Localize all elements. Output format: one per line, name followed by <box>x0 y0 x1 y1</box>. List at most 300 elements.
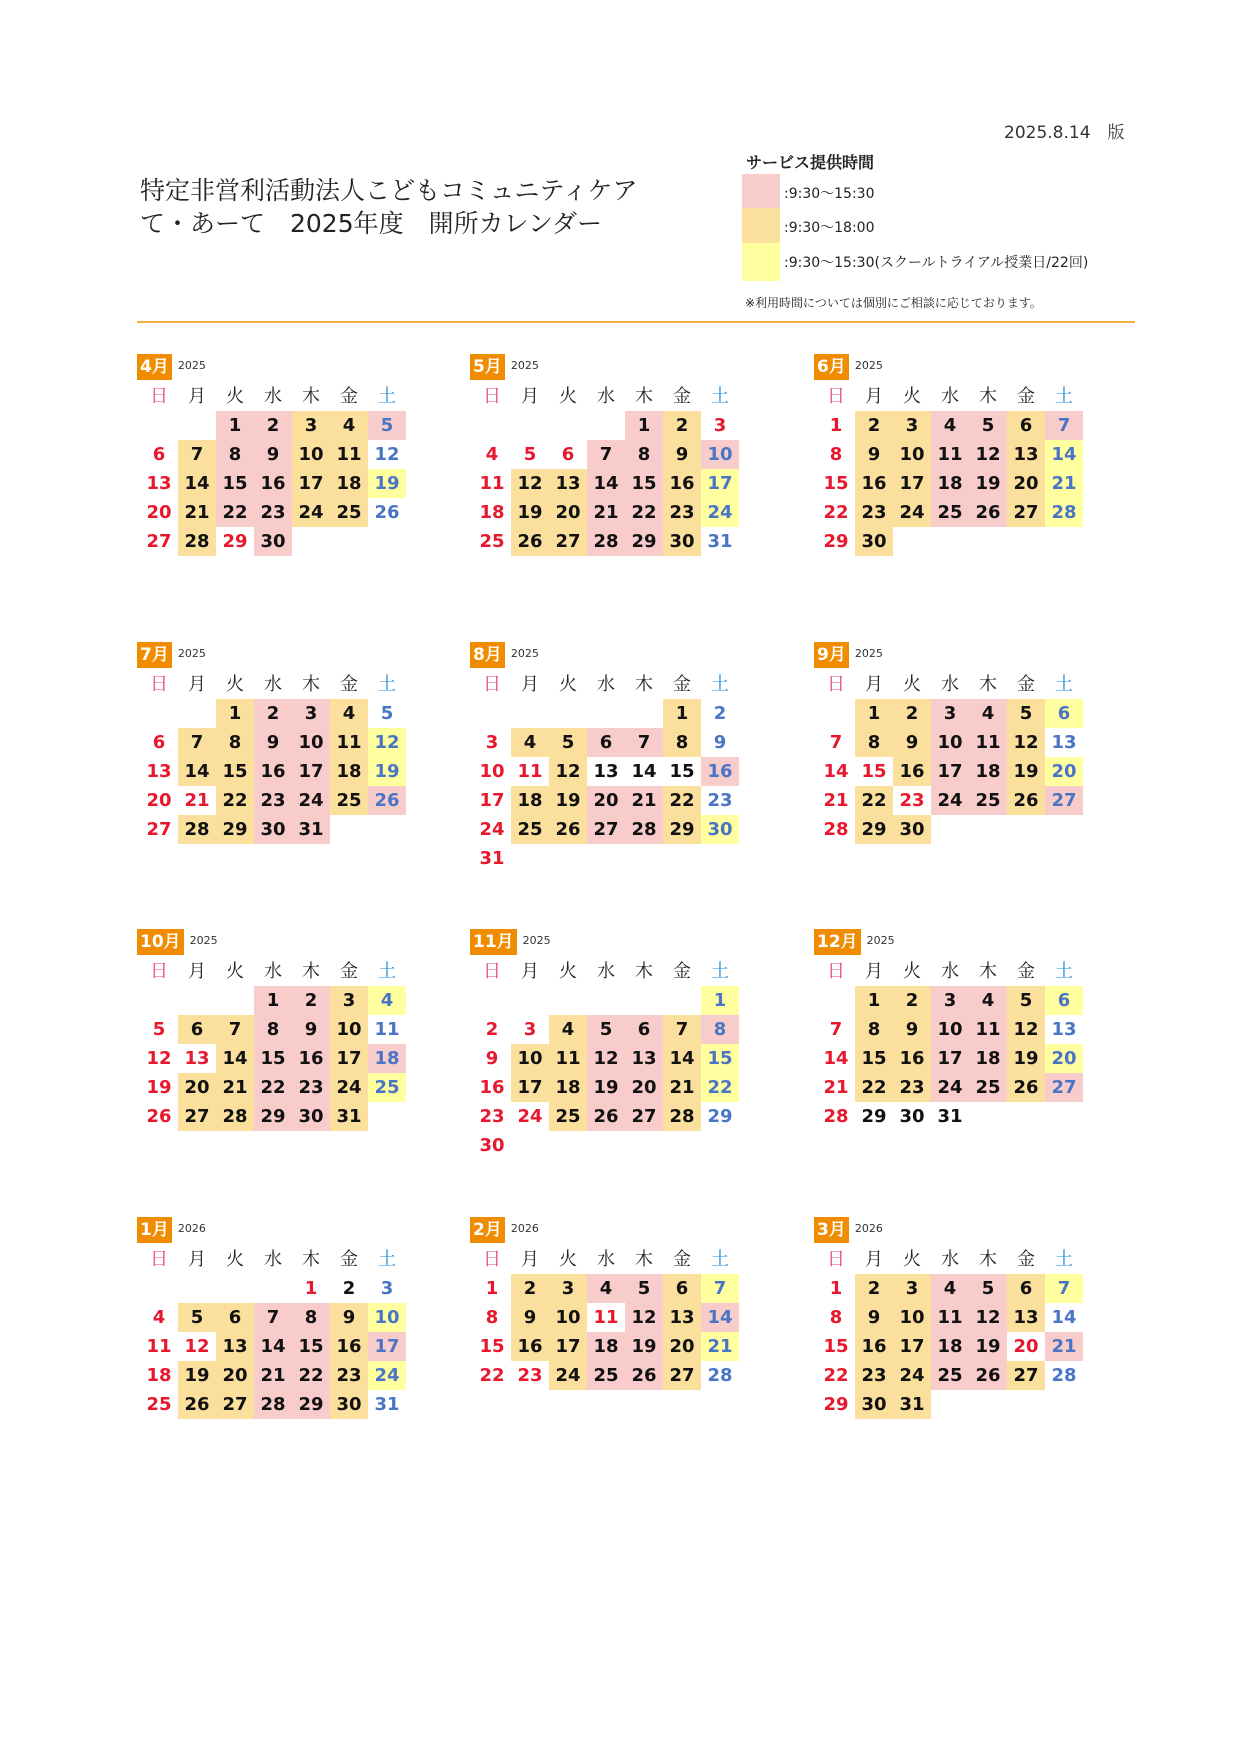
weekday-header-row <box>140 384 406 410</box>
weekday-label: 日 <box>483 674 501 695</box>
day-cell: 16 <box>254 757 292 786</box>
day-cell: 4 <box>587 1274 625 1303</box>
day-cell: 5 <box>152 1019 166 1040</box>
day-cell: 12 <box>511 469 549 498</box>
empty-day-cell <box>549 986 587 1015</box>
day-cell: 3 <box>549 1274 587 1303</box>
weekday-label: 金 <box>673 674 691 695</box>
day-cell: 11 <box>479 473 505 494</box>
day-cell: 30 <box>254 815 292 844</box>
weekday-header-row <box>140 672 406 698</box>
day-cell: 11 <box>330 728 368 757</box>
week-list <box>473 699 739 873</box>
month-label: 8月 <box>470 642 505 668</box>
week-list <box>817 1274 1083 1419</box>
day-cell: 1 <box>304 1278 318 1299</box>
weekday-label: 土 <box>1055 674 1073 695</box>
day-cell: 31 <box>937 1106 963 1127</box>
week-row <box>817 1073 1083 1102</box>
weekday-label: 木 <box>979 961 997 982</box>
weekday-label: 水 <box>941 961 959 982</box>
weekday-label: 月 <box>188 961 206 982</box>
empty-day-cell <box>178 986 216 1015</box>
week-row <box>473 986 739 1015</box>
weekday-label: 木 <box>635 386 653 407</box>
weekday-label: 月 <box>521 1249 539 1270</box>
day-cell: 4 <box>931 1274 969 1303</box>
day-cell: 5 <box>587 1015 625 1044</box>
day-cell: 6 <box>1007 411 1045 440</box>
day-cell: 20 <box>1045 757 1083 786</box>
week-row <box>817 1332 1083 1361</box>
day-cell: 11 <box>931 440 969 469</box>
month-label: 7月 <box>137 642 172 668</box>
day-cell: 26 <box>549 815 587 844</box>
day-cell: 28 <box>823 819 849 840</box>
day-cell: 12 <box>969 1303 1007 1332</box>
legend-item <box>742 208 875 246</box>
empty-day-cell <box>368 815 406 844</box>
month-year: 2026 <box>854 1222 883 1235</box>
day-cell: 2 <box>855 1274 893 1303</box>
day-cell: 22 <box>216 498 254 527</box>
weekday-label: 金 <box>340 1249 358 1270</box>
weekday-label: 水 <box>264 1249 282 1270</box>
day-cell: 14 <box>1051 1307 1077 1328</box>
day-cell: 1 <box>485 1278 499 1299</box>
day-cell: 9 <box>254 440 292 469</box>
month-calendar <box>137 642 427 872</box>
day-cell: 20 <box>587 786 625 815</box>
weekday-header-row <box>817 1247 1083 1273</box>
day-cell: 2 <box>342 1278 356 1299</box>
day-cell: 31 <box>707 531 733 552</box>
day-cell: 13 <box>1051 732 1077 753</box>
weekday-label: 火 <box>903 1249 921 1270</box>
day-cell: 21 <box>625 786 663 815</box>
day-cell: 26 <box>146 1106 172 1127</box>
day-cell: 13 <box>625 1044 663 1073</box>
month-header <box>470 1217 539 1243</box>
weekday-label: 金 <box>340 961 358 982</box>
day-cell: 23 <box>707 790 733 811</box>
day-cell: 22 <box>479 1365 505 1386</box>
week-row <box>473 757 739 786</box>
day-cell: 14 <box>587 469 625 498</box>
week-row <box>473 1102 739 1131</box>
month-year: 2025 <box>854 647 883 660</box>
month-year: 2025 <box>510 647 539 660</box>
day-cell: 4 <box>368 986 406 1015</box>
weekday-label: 木 <box>302 674 320 695</box>
day-cell: 7 <box>701 1274 739 1303</box>
month-label: 12月 <box>814 929 861 955</box>
day-cell: 20 <box>625 1073 663 1102</box>
empty-day-cell <box>511 699 549 728</box>
day-cell: 16 <box>701 757 739 786</box>
day-cell: 10 <box>511 1044 549 1073</box>
month-header <box>470 929 551 955</box>
day-cell: 26 <box>368 786 406 815</box>
day-cell: 21 <box>1045 1332 1083 1361</box>
week-row <box>140 411 406 440</box>
day-cell: 26 <box>374 502 400 523</box>
weekday-label: 日 <box>483 1249 501 1270</box>
weekday-label: 土 <box>378 961 396 982</box>
day-cell: 30 <box>292 1102 330 1131</box>
day-cell: 7 <box>587 440 625 469</box>
empty-day-cell <box>254 1274 292 1303</box>
day-cell: 4 <box>511 728 549 757</box>
day-cell: 3 <box>893 411 931 440</box>
day-cell: 5 <box>1007 986 1045 1015</box>
empty-day-cell <box>625 844 663 873</box>
day-cell: 17 <box>368 1332 406 1361</box>
empty-day-cell <box>216 986 254 1015</box>
day-cell: 29 <box>625 527 663 556</box>
day-cell: 28 <box>1045 498 1083 527</box>
week-row <box>140 815 406 844</box>
weekday-label: 木 <box>979 1249 997 1270</box>
month-header <box>814 1217 883 1243</box>
empty-day-cell <box>625 1131 663 1160</box>
day-cell: 19 <box>587 1073 625 1102</box>
month-calendar <box>814 354 1104 584</box>
day-cell: 13 <box>1007 440 1045 469</box>
version-label: 2025.8.14 版 <box>1004 123 1125 143</box>
day-cell: 26 <box>511 527 549 556</box>
day-cell: 17 <box>931 757 969 786</box>
day-cell: 10 <box>701 440 739 469</box>
month-header <box>137 642 206 668</box>
weekday-label: 火 <box>226 674 244 695</box>
day-cell: 24 <box>517 1106 543 1127</box>
empty-day-cell <box>1045 527 1083 556</box>
day-cell: 14 <box>254 1332 292 1361</box>
day-cell: 4 <box>485 444 499 465</box>
week-list <box>817 986 1083 1131</box>
weekday-label: 日 <box>150 386 168 407</box>
weekday-label: 金 <box>1017 386 1035 407</box>
day-cell: 2 <box>713 703 727 724</box>
day-cell: 19 <box>969 469 1007 498</box>
day-cell: 3 <box>292 411 330 440</box>
day-cell: 5 <box>969 411 1007 440</box>
weekday-label: 日 <box>827 1249 845 1270</box>
week-row <box>817 786 1083 815</box>
week-list <box>473 986 739 1160</box>
day-cell: 6 <box>1045 699 1083 728</box>
weekday-label: 金 <box>1017 674 1035 695</box>
month-header <box>137 929 218 955</box>
day-cell: 17 <box>893 469 931 498</box>
day-cell: 10 <box>931 1015 969 1044</box>
day-cell: 27 <box>146 531 172 552</box>
week-row <box>140 527 406 556</box>
day-cell: 3 <box>713 415 727 436</box>
day-cell: 12 <box>587 1044 625 1073</box>
weekday-label: 月 <box>865 1249 883 1270</box>
empty-day-cell <box>931 1390 969 1419</box>
empty-day-cell <box>140 411 178 440</box>
empty-day-cell <box>587 411 625 440</box>
weekday-label: 金 <box>340 386 358 407</box>
weekday-label: 火 <box>903 674 921 695</box>
legend-swatch-pink <box>742 174 780 212</box>
month-header <box>814 354 883 380</box>
day-cell: 15 <box>216 469 254 498</box>
month-year: 2026 <box>177 1222 206 1235</box>
day-cell: 9 <box>893 728 931 757</box>
empty-day-cell <box>893 527 931 556</box>
month-year: 2025 <box>854 359 883 372</box>
day-cell: 25 <box>587 1361 625 1390</box>
day-cell: 28 <box>1051 1365 1077 1386</box>
day-cell: 20 <box>216 1361 254 1390</box>
day-cell: 14 <box>1045 440 1083 469</box>
day-cell: 31 <box>479 848 505 869</box>
day-cell: 1 <box>855 986 893 1015</box>
weekday-label: 金 <box>673 961 691 982</box>
day-cell: 22 <box>855 786 893 815</box>
day-cell: 9 <box>292 1015 330 1044</box>
day-cell: 13 <box>1007 1303 1045 1332</box>
day-cell: 11 <box>330 440 368 469</box>
day-cell: 21 <box>216 1073 254 1102</box>
day-cell: 25 <box>931 1361 969 1390</box>
day-cell: 8 <box>855 728 893 757</box>
day-cell: 12 <box>969 440 1007 469</box>
day-cell: 15 <box>292 1332 330 1361</box>
empty-day-cell <box>330 815 368 844</box>
week-row <box>473 527 739 556</box>
day-cell: 6 <box>1007 1274 1045 1303</box>
day-cell: 19 <box>368 469 406 498</box>
empty-day-cell <box>625 699 663 728</box>
month-calendar <box>814 642 1104 872</box>
day-cell: 2 <box>485 1019 499 1040</box>
month-year: 2025 <box>189 934 218 947</box>
day-cell: 9 <box>485 1048 499 1069</box>
day-cell: 1 <box>216 699 254 728</box>
day-cell: 21 <box>823 790 849 811</box>
weekday-label: 木 <box>979 674 997 695</box>
weekday-label: 土 <box>711 674 729 695</box>
day-cell: 4 <box>152 1307 166 1328</box>
week-row <box>817 1044 1083 1073</box>
month-calendar <box>470 1217 760 1447</box>
day-cell: 18 <box>549 1073 587 1102</box>
day-cell: 24 <box>292 786 330 815</box>
week-row <box>140 469 406 498</box>
day-cell: 24 <box>549 1361 587 1390</box>
weekday-label: 日 <box>827 674 845 695</box>
weekday-label: 金 <box>1017 1249 1035 1270</box>
month-year: 2025 <box>510 359 539 372</box>
day-cell: 7 <box>178 728 216 757</box>
day-cell: 24 <box>330 1073 368 1102</box>
weekday-label: 月 <box>188 386 206 407</box>
weekday-label: 土 <box>378 1249 396 1270</box>
day-cell: 10 <box>549 1303 587 1332</box>
day-cell: 22 <box>823 1365 849 1386</box>
week-row <box>817 1102 1083 1131</box>
week-list <box>140 411 406 556</box>
legend-item <box>742 174 875 212</box>
day-cell: 9 <box>254 728 292 757</box>
day-cell: 23 <box>254 498 292 527</box>
day-cell: 20 <box>1013 1336 1039 1357</box>
day-cell: 5 <box>368 411 406 440</box>
empty-day-cell <box>549 411 587 440</box>
day-cell: 7 <box>216 1015 254 1044</box>
day-cell: 22 <box>625 498 663 527</box>
day-cell: 14 <box>631 761 657 782</box>
week-row <box>817 1274 1083 1303</box>
weekday-label: 火 <box>903 961 921 982</box>
day-cell: 16 <box>254 469 292 498</box>
month-label: 4月 <box>137 354 172 380</box>
day-cell: 27 <box>1045 786 1083 815</box>
empty-day-cell <box>549 1131 587 1160</box>
weekday-header-row <box>817 959 1083 985</box>
weekday-label: 水 <box>264 386 282 407</box>
empty-day-cell <box>663 1131 701 1160</box>
day-cell: 13 <box>216 1332 254 1361</box>
weekday-label: 水 <box>597 961 615 982</box>
day-cell: 21 <box>1045 469 1083 498</box>
weekday-label: 日 <box>827 386 845 407</box>
day-cell: 1 <box>829 415 843 436</box>
weekday-label: 月 <box>865 386 883 407</box>
day-cell: 5 <box>969 1274 1007 1303</box>
week-row <box>140 1102 406 1131</box>
weekday-label: 土 <box>711 1249 729 1270</box>
day-cell: 2 <box>511 1274 549 1303</box>
week-row <box>473 1332 739 1361</box>
day-cell: 8 <box>216 728 254 757</box>
month-year: 2025 <box>177 647 206 660</box>
day-cell: 6 <box>152 732 166 753</box>
week-row <box>473 411 739 440</box>
week-row <box>473 469 739 498</box>
week-row <box>817 1015 1083 1044</box>
empty-day-cell <box>1007 1390 1045 1419</box>
weekday-label: 火 <box>226 1249 244 1270</box>
day-cell: 26 <box>587 1102 625 1131</box>
day-cell: 18 <box>368 1044 406 1073</box>
day-cell: 20 <box>146 502 172 523</box>
day-cell: 11 <box>517 761 543 782</box>
month-calendar <box>470 354 760 584</box>
day-cell: 5 <box>178 1303 216 1332</box>
day-cell: 9 <box>893 1015 931 1044</box>
weekday-label: 月 <box>865 961 883 982</box>
day-cell: 29 <box>707 1106 733 1127</box>
day-cell: 7 <box>625 728 663 757</box>
day-cell: 25 <box>511 815 549 844</box>
day-cell: 23 <box>254 786 292 815</box>
day-cell: 15 <box>479 1336 505 1357</box>
weekday-label: 木 <box>302 386 320 407</box>
weekday-label: 日 <box>150 674 168 695</box>
weekday-label: 水 <box>264 961 282 982</box>
weekday-label: 月 <box>521 961 539 982</box>
day-cell: 4 <box>330 699 368 728</box>
week-row <box>140 1332 406 1361</box>
day-cell: 4 <box>969 699 1007 728</box>
empty-day-cell <box>1045 1390 1083 1419</box>
day-cell: 17 <box>701 469 739 498</box>
day-cell: 22 <box>216 786 254 815</box>
day-cell: 12 <box>1007 1015 1045 1044</box>
weekday-label: 土 <box>1055 386 1073 407</box>
empty-day-cell <box>663 844 701 873</box>
day-cell: 15 <box>625 469 663 498</box>
usage-note: ※利用時間については個別にご相談に応じております。 <box>745 296 1042 310</box>
day-cell: 11 <box>549 1044 587 1073</box>
day-cell: 7 <box>829 732 843 753</box>
week-row <box>140 786 406 815</box>
header-divider <box>137 321 1135 323</box>
day-cell: 12 <box>368 728 406 757</box>
day-cell: 28 <box>254 1390 292 1419</box>
legend-text: :9:30～15:30(スクールトライアル授業日/22回) <box>784 255 1089 271</box>
week-row <box>473 440 739 469</box>
day-cell: 29 <box>216 815 254 844</box>
day-cell: 30 <box>855 527 893 556</box>
day-cell: 19 <box>1007 757 1045 786</box>
weekday-label: 水 <box>264 674 282 695</box>
week-row <box>817 1390 1083 1419</box>
day-cell: 2 <box>292 986 330 1015</box>
day-cell: 30 <box>701 815 739 844</box>
weekday-label: 土 <box>1055 961 1073 982</box>
day-cell: 13 <box>549 469 587 498</box>
week-row <box>140 728 406 757</box>
day-cell: 29 <box>254 1102 292 1131</box>
day-cell: 3 <box>893 1274 931 1303</box>
week-list <box>140 986 406 1131</box>
page-title <box>140 174 638 240</box>
empty-day-cell <box>969 815 1007 844</box>
day-cell: 22 <box>663 786 701 815</box>
day-cell: 14 <box>178 757 216 786</box>
month-calendar <box>137 1217 427 1447</box>
month-label: 1月 <box>137 1217 172 1243</box>
day-cell: 6 <box>625 1015 663 1044</box>
day-cell: 19 <box>146 1077 172 1098</box>
week-row <box>140 440 406 469</box>
month-label: 2月 <box>470 1217 505 1243</box>
day-cell: 8 <box>485 1307 499 1328</box>
weekday-label: 日 <box>827 961 845 982</box>
empty-day-cell <box>587 986 625 1015</box>
day-cell: 16 <box>893 1044 931 1073</box>
weekday-label: 日 <box>483 961 501 982</box>
day-cell: 11 <box>931 1303 969 1332</box>
empty-day-cell <box>817 699 855 728</box>
empty-day-cell <box>292 527 330 556</box>
day-cell: 1 <box>625 411 663 440</box>
empty-day-cell <box>1007 527 1045 556</box>
day-cell: 10 <box>931 728 969 757</box>
day-cell: 9 <box>855 440 893 469</box>
week-row <box>817 1303 1083 1332</box>
weekday-label: 月 <box>521 674 539 695</box>
month-header <box>137 1217 206 1243</box>
month-header <box>470 354 539 380</box>
